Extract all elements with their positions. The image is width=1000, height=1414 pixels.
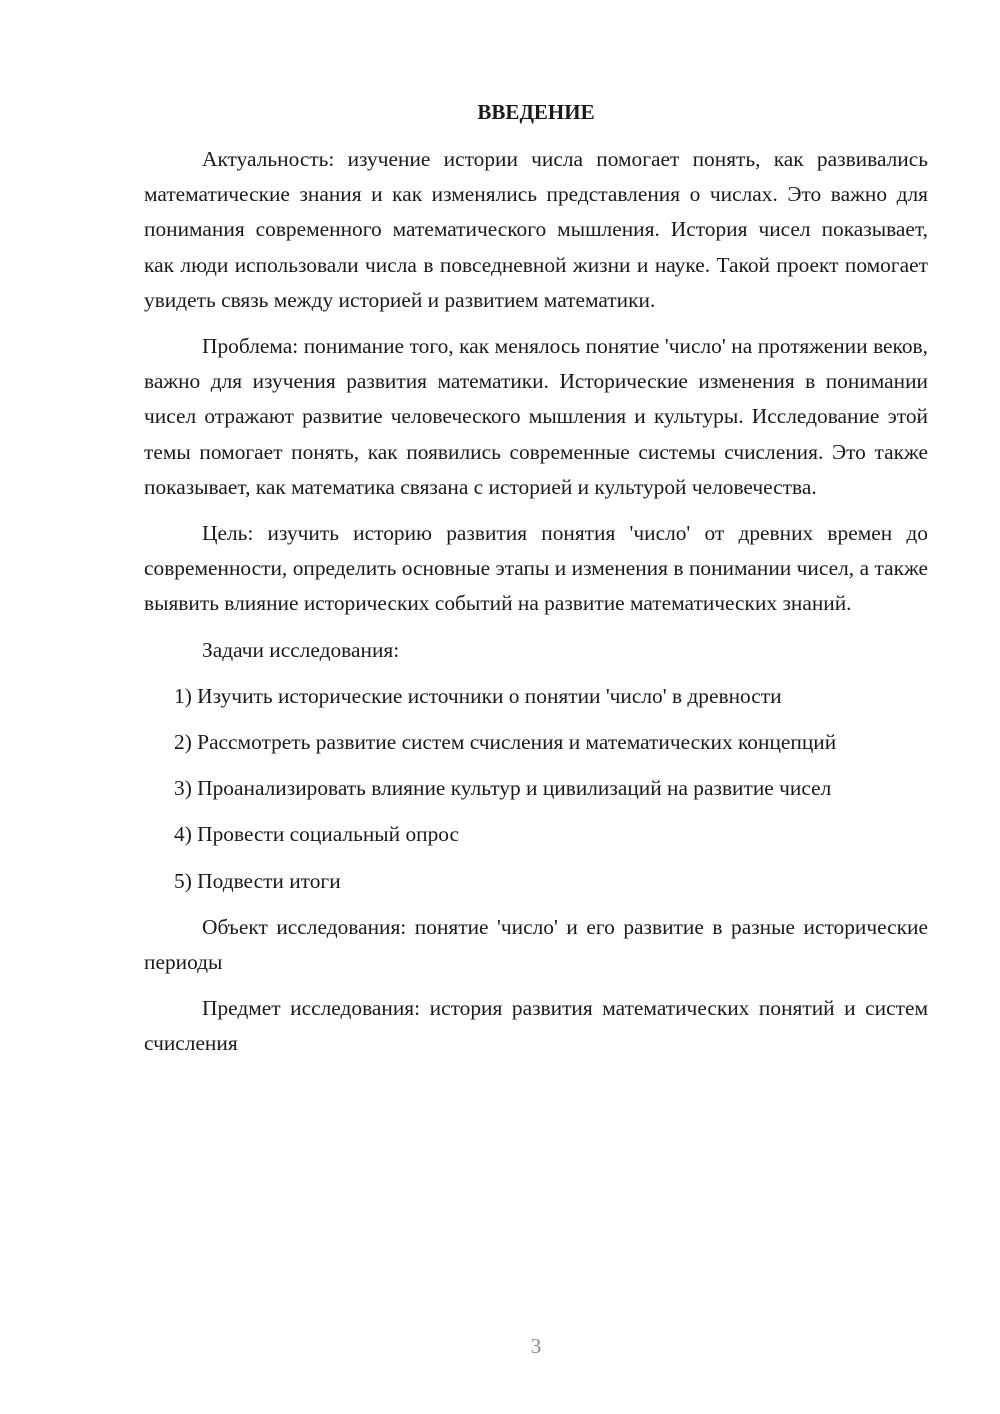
task-item-3: 3) Проанализировать влияние культур и цивилизаций на развитие чисел bbox=[174, 776, 832, 801]
paragraph-relevance: Актуальность: изучение истории числа помогает понять, как развивались математические знания и как изменялись представления о числах. Это важно для понимания современного математического мышления. История чисел показывает, как люди использовали числа в повседневной жизни и науке. Такой проект помогает увидеть связь между историей и развитием математики. bbox=[144, 147, 928, 312]
task-item-2: 2) Рассмотреть развитие систем счисления и математических концепций bbox=[174, 730, 837, 755]
page-number: 3 bbox=[530, 1334, 542, 1358]
task-item-4: 4) Провести социальный опрос bbox=[174, 822, 460, 847]
paragraph-goal: Цель: изучить историю развития понятия 'число' от древних времен до современности, определить основные этапы и изменения в понимании чисел, а также выявить влияние исторических событий на развитие математических знаний. bbox=[144, 521, 928, 616]
task-item-5: 5) Подвести итоги bbox=[174, 868, 341, 893]
paragraph-subject: Предмет исследования: история развития математических понятий и систем счисления bbox=[144, 996, 928, 1056]
paragraph-problem: Проблема: понимание того, как менялось понятие 'число' на протяжении веков, важно для изучения развития математики. Исторические изменения в понимании чисел отражают развитие человеческого мышления и культуры. Исследование этой темы помогает понять, как появились современные системы счисления. Это также показывает, как математика связана с историей и культурой человечества. bbox=[144, 334, 928, 499]
task-item-1: 1) Изучить исторические источники о понятии 'число' в древности bbox=[174, 683, 782, 708]
paragraph-tasks-heading: Задачи исследования: bbox=[202, 637, 400, 662]
section-title: ВВЕДЕНИЕ bbox=[477, 100, 595, 124]
document-body bbox=[144, 96, 928, 1073]
paragraph-object: Объект исследования: понятие 'число' и его развитие в разные исторические периоды bbox=[144, 914, 928, 975]
